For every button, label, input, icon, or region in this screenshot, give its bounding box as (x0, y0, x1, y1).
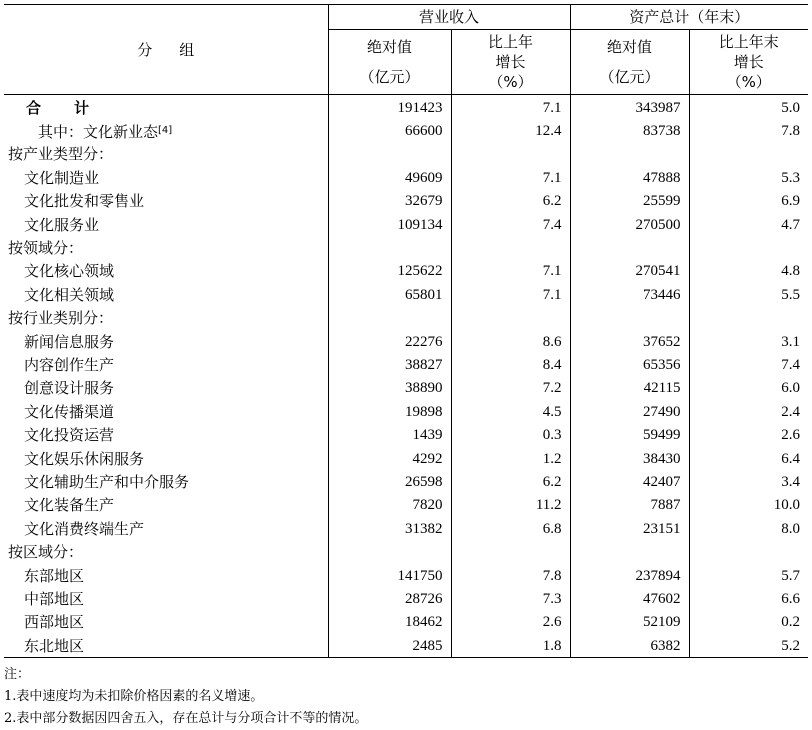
revenue-value: 38827 (328, 353, 451, 376)
row-label: 文化投资运营 (4, 423, 328, 446)
row-label: 文化服务业 (4, 213, 328, 236)
assets-growth: 3.4 (689, 470, 808, 493)
table-row (4, 330, 808, 353)
table-row (4, 143, 808, 166)
revenue-growth: 12.4 (451, 119, 570, 142)
revenue-value: 2485 (328, 634, 451, 658)
assets-value: 7887 (570, 494, 689, 517)
assets-value: 83738 (570, 119, 689, 142)
assets-value: 59499 (570, 423, 689, 446)
revenue-value: 32679 (328, 190, 451, 213)
revenue-growth: 6.8 (451, 517, 570, 540)
revenue-growth: 6.2 (451, 470, 570, 493)
row-label: 文化相关领域 (4, 283, 328, 306)
assets-value: 343987 (570, 95, 689, 120)
assets-growth (689, 307, 808, 330)
table-row (4, 353, 808, 376)
assets-growth (689, 540, 808, 563)
revenue-value: 125622 (328, 260, 451, 283)
revenue-growth: 7.8 (451, 564, 570, 587)
revenue-growth: 7.1 (451, 166, 570, 189)
note-line: 1.表中速度均为未扣除价格因素的名义增速。 (4, 689, 264, 704)
revenue-growth (451, 540, 570, 563)
revenue-value: 38890 (328, 377, 451, 400)
table-row (4, 447, 808, 470)
assets-value: 270500 (570, 213, 689, 236)
row-label: 西部地区 (4, 611, 328, 634)
revenue-value: 22276 (328, 330, 451, 353)
assets-value: 237894 (570, 564, 689, 587)
revenue-value: 1439 (328, 423, 451, 446)
assets-growth: 4.7 (689, 213, 808, 236)
table-row (4, 307, 808, 330)
revenue-growth: 1.8 (451, 634, 570, 658)
assets-growth: 6.0 (689, 377, 808, 400)
table-row (4, 95, 808, 120)
statistics-table-container (4, 4, 808, 726)
revenue-value: 28726 (328, 587, 451, 610)
revenue-value: 18462 (328, 611, 451, 634)
row-label: 中部地区 (4, 587, 328, 610)
assets-growth: 4.8 (689, 260, 808, 283)
revenue-value: 19898 (328, 400, 451, 423)
table-row (4, 190, 808, 213)
assets-growth: 6.9 (689, 190, 808, 213)
assets-growth (689, 143, 808, 166)
revenue-growth: 7.1 (451, 260, 570, 283)
row-label: 创意设计服务 (4, 377, 328, 400)
assets-growth: 5.0 (689, 95, 808, 120)
assets-growth: 5.5 (689, 283, 808, 306)
assets-abs-header: 绝对值 （亿元） (570, 30, 689, 95)
row-label: 按领域分： (4, 236, 328, 259)
row-label: 文化辅助生产和中介服务 (4, 470, 328, 493)
assets-value: 6382 (570, 634, 689, 658)
revenue-growth (451, 307, 570, 330)
table-row (4, 470, 808, 493)
revenue-growth (451, 143, 570, 166)
assets-value: 37652 (570, 330, 689, 353)
assets-growth: 0.2 (689, 611, 808, 634)
revenue-growth: 8.4 (451, 353, 570, 376)
revenue-growth: 7.4 (451, 213, 570, 236)
assets-value: 65356 (570, 353, 689, 376)
table-row (4, 166, 808, 189)
row-label: 按区域分： (4, 540, 328, 563)
culture-industry-table (4, 4, 808, 658)
row-label: 文化娱乐休闲服务 (4, 447, 328, 470)
row-label: 按行业类别分： (4, 307, 328, 330)
revenue-value: 66600 (328, 119, 451, 142)
assets-growth: 7.8 (689, 119, 808, 142)
assets-growth: 7.4 (689, 353, 808, 376)
revenue-header: 营业收入 (328, 5, 570, 30)
assets-value: 27490 (570, 400, 689, 423)
row-label: 合计 (4, 95, 328, 120)
assets-value (570, 307, 689, 330)
assets-growth: 5.2 (689, 634, 808, 658)
revenue-value: 141750 (328, 564, 451, 587)
header-row-1 (4, 5, 808, 30)
revenue-growth: 2.6 (451, 611, 570, 634)
table-row (4, 400, 808, 423)
row-label: 东北地区 (4, 634, 328, 658)
revenue-growth: 6.2 (451, 190, 570, 213)
table-row (4, 564, 808, 587)
assets-growth: 5.7 (689, 564, 808, 587)
row-label: 文化制造业 (4, 166, 328, 189)
assets-header: 资产总计（年末） (570, 5, 808, 30)
table-body (4, 95, 808, 658)
assets-growth: 2.4 (689, 400, 808, 423)
revenue-growth: 7.3 (451, 587, 570, 610)
revenue-growth: 1.2 (451, 447, 570, 470)
revenue-value: 109134 (328, 213, 451, 236)
table-row (4, 634, 808, 658)
note-line: 2.表中部分数据因四舍五入，存在总计与分项合计不等的情况。 (4, 711, 368, 726)
assets-value: 42115 (570, 377, 689, 400)
table-row (4, 423, 808, 446)
assets-growth: 8.0 (689, 517, 808, 540)
notes-title: 注： (4, 667, 31, 682)
revenue-growth: 4.5 (451, 400, 570, 423)
revenue-value: 31382 (328, 517, 451, 540)
table-row (4, 283, 808, 306)
assets-value: 52109 (570, 611, 689, 634)
revenue-growth: 7.1 (451, 95, 570, 120)
assets-growth: 10.0 (689, 494, 808, 517)
table-row (4, 494, 808, 517)
assets-growth: 3.1 (689, 330, 808, 353)
row-label: 内容创作生产 (4, 353, 328, 376)
row-label: 文化批发和零售业 (4, 190, 328, 213)
assets-growth-header: 比上年末 增长 （%） (689, 30, 808, 95)
assets-value: 73446 (570, 283, 689, 306)
revenue-growth: 8.6 (451, 330, 570, 353)
revenue-value: 7820 (328, 494, 451, 517)
revenue-value: 191423 (328, 95, 451, 120)
assets-growth: 6.4 (689, 447, 808, 470)
assets-value: 38430 (570, 447, 689, 470)
assets-value (570, 540, 689, 563)
table-row (4, 587, 808, 610)
table-row (4, 236, 808, 259)
table-row (4, 377, 808, 400)
group-header: 分组 (4, 5, 328, 95)
table-row (4, 611, 808, 634)
row-label: 文化核心领域 (4, 260, 328, 283)
row-label: 按产业类型分： (4, 143, 328, 166)
assets-growth: 6.6 (689, 587, 808, 610)
assets-value: 47888 (570, 166, 689, 189)
assets-value (570, 236, 689, 259)
table-row (4, 119, 808, 142)
assets-value: 42407 (570, 470, 689, 493)
row-label: 文化传播渠道 (4, 400, 328, 423)
assets-value: 25599 (570, 190, 689, 213)
revenue-growth: 7.1 (451, 283, 570, 306)
row-label: 其中：文化新业态[4] (4, 119, 328, 142)
table-row (4, 213, 808, 236)
assets-value: 270541 (570, 260, 689, 283)
revenue-value: 26598 (328, 470, 451, 493)
revenue-value (328, 236, 451, 259)
revenue-value: 49609 (328, 166, 451, 189)
revenue-value: 4292 (328, 447, 451, 470)
revenue-value (328, 307, 451, 330)
revenue-growth: 7.2 (451, 377, 570, 400)
row-label: 文化装备生产 (4, 494, 328, 517)
table-row (4, 540, 808, 563)
revenue-growth-header: 比上年 增长 （%） (451, 30, 570, 95)
row-label: 文化消费终端生产 (4, 517, 328, 540)
revenue-value: 65801 (328, 283, 451, 306)
row-label: 新闻信息服务 (4, 330, 328, 353)
revenue-growth: 11.2 (451, 494, 570, 517)
revenue-value (328, 540, 451, 563)
footnote-ref: [4] (158, 124, 173, 136)
assets-value: 47602 (570, 587, 689, 610)
assets-growth (689, 236, 808, 259)
table-row (4, 517, 808, 540)
revenue-growth: 0.3 (451, 423, 570, 446)
revenue-growth (451, 236, 570, 259)
assets-growth: 2.6 (689, 423, 808, 446)
table-row (4, 260, 808, 283)
assets-value: 23151 (570, 517, 689, 540)
notes (4, 664, 808, 730)
revenue-abs-header: 绝对值 （亿元） (328, 30, 451, 95)
row-label: 东部地区 (4, 564, 328, 587)
assets-value (570, 143, 689, 166)
revenue-value (328, 143, 451, 166)
assets-growth: 5.3 (689, 166, 808, 189)
